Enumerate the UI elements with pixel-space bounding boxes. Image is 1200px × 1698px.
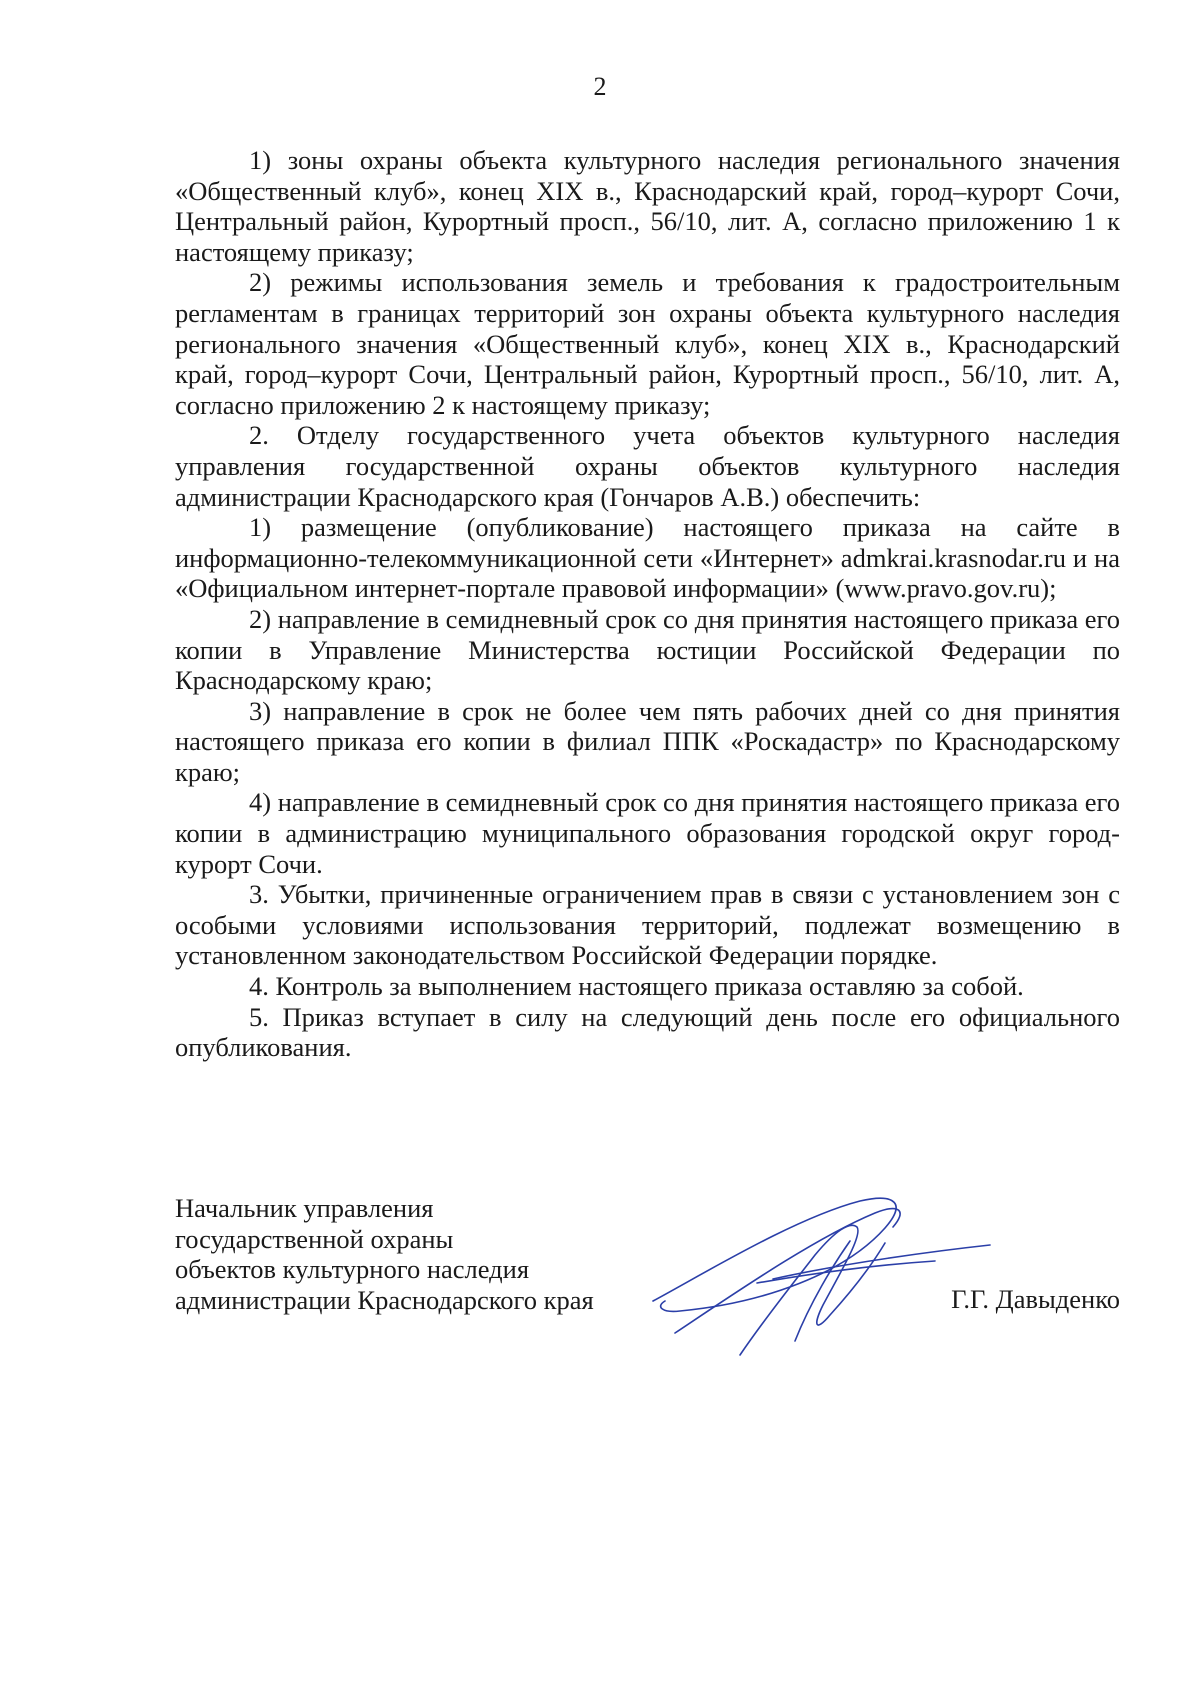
signer-position xyxy=(175,1193,594,1315)
paragraph-section-3: 3. Убытки, причиненные ограничением прав в связи с установлением зон с особыми условиями использования территорий, подлежат возмещению в установленном законодательством Российской Федерации порядке. xyxy=(175,879,1120,971)
paragraph-section-5: 5. Приказ вступает в силу на следующий день после его официального опубликования. xyxy=(175,1001,1120,1063)
paragraph-item-2-ministry: 2) направление в семидневный срок со дня принятия настоящего приказа его копии в Управление Министерства юстиции Российской Федерации по Краснодарскому краю; xyxy=(175,603,1120,696)
signer-position-line: государственной охраны xyxy=(175,1223,454,1254)
document-body xyxy=(175,145,1120,1063)
paragraph-item-2-regimes: 2) режимы использования земель и требования к градостроительным регламентам в границах территорий зон охраны объекта культурного наследия регионального значения «Общественный клуб», конец XIX в., Краснодарский край, город–курорт Сочи, Центральный район, Курортный просп., 56/10, лит. А, согласно приложению 2 к настоящему приказу; xyxy=(175,267,1120,420)
paragraph-item-3-roskadastr: 3) направление в срок не более чем пять рабочих дней со дня принятия настоящего приказа его копии в филиал ППК «Роскадастр» по Краснодарскому краю; xyxy=(175,695,1120,787)
paragraph-item-1-zones: 1) зоны охраны объекта культурного наследия регионального значения «Общественный клуб», конец XIX в., Краснодарский край, город–курорт Сочи, Центральный район, Курортный просп., 56/10, лит. А, согласно приложению 1 к настоящему приказу; xyxy=(175,145,1120,267)
signer-position-line: Начальник управления xyxy=(175,1193,434,1223)
paragraph-section-2: 2. Отделу государственного учета объектов культурного наследия управления государственной охраны объектов культурного наследия администрации Краснодарского края (Гончаров А.В.) обеспечить: xyxy=(175,420,1120,512)
signer-position-line: объектов культурного наследия xyxy=(175,1254,530,1285)
signer-position-line: администрации Краснодарского края xyxy=(175,1284,594,1315)
signer-name: Г.Г. Давыденко xyxy=(951,1284,1120,1314)
paragraph-section-4: 4. Контроль за выполнением настоящего приказа оставляю за собой. xyxy=(249,971,1024,1002)
paragraph-item-4-municipality: 4) направление в семидневный срок со дня принятия настоящего приказа его копии в администрацию муниципального образования городской округ город-курорт Сочи. xyxy=(175,787,1120,879)
handwritten-signature xyxy=(645,1183,995,1358)
signature-block xyxy=(175,1193,1120,1363)
page-number: 2 xyxy=(593,72,607,101)
paragraph-item-1-publication: 1) размещение (опубликование) настоящего приказа на сайте в информационно-телекоммуникационной сети «Интернет» admkrai.krasnodar.ru и на «Официальном интернет-портале правовой информации» (www.pravo.gov.ru); xyxy=(175,512,1120,604)
